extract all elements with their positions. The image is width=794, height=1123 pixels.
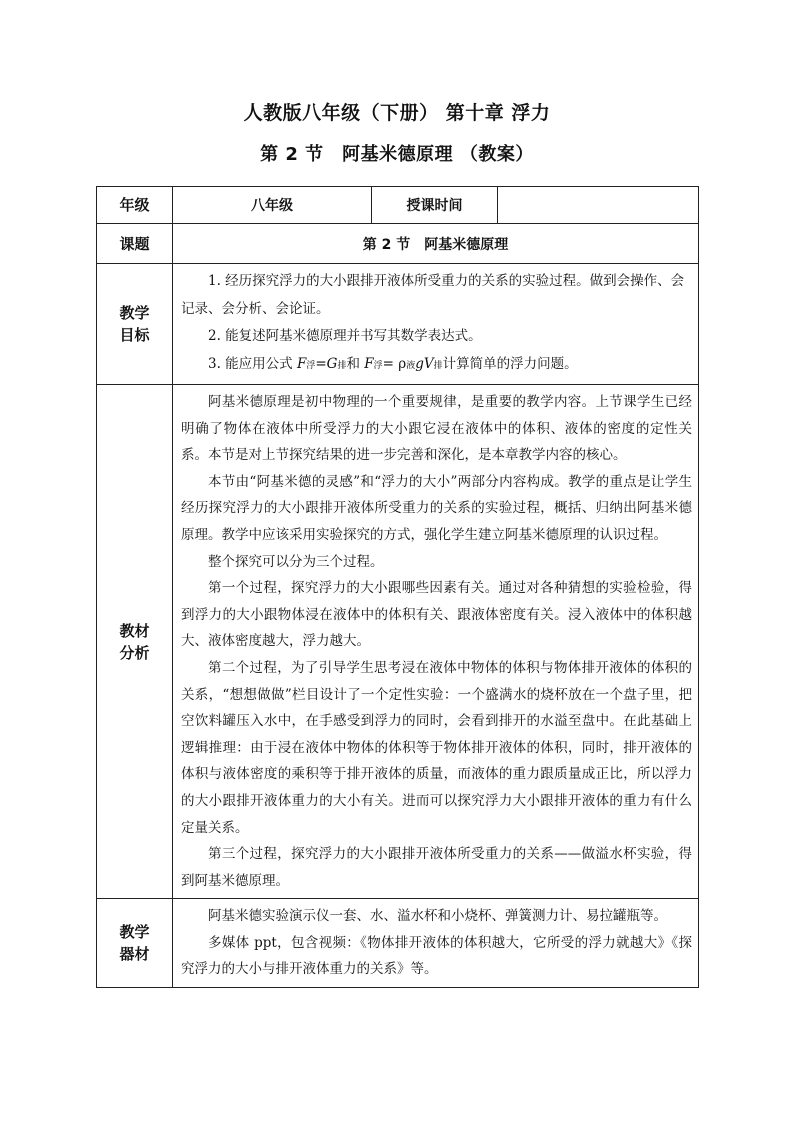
analysis-paragraph-5: 第二个过程，为了引导学生思考浸在液体中物体的体积与物体排开液体的体积的关系，“想想做做”栏目设计了一个定性实验：一个盛满水的烧杯放在一个盘子里，把空饮料罐压入水中，在手感受到浮力的同时，会看到排开的水溢至盘中。在此基础上逻辑推理：由于浸在液体中物体的体积等于物体排开液体的体积，同时，排开液体的体积与液体密度的乘积等于排开液体的质量，而液体的重力跟质量成正比，所以浮力的大小跟排开液体重力的大小有关。进而可以探究浮力大小跟排开液体的重力有什么定量关系。 bbox=[181, 659, 692, 836]
equipment-label-line-1: 教学 bbox=[119, 923, 150, 942]
goals-label-line-1: 教学 bbox=[119, 304, 150, 322]
equipment-content bbox=[173, 899, 699, 988]
analysis-label bbox=[97, 385, 173, 899]
table-row-grade bbox=[97, 187, 699, 224]
goal-item-3: 3. 能应用公式 F浮=G排和 F浮= ρ液gV排计算简单的浮力问题。 bbox=[208, 355, 578, 372]
analysis-paragraph-3: 整个探究可以分为三个过程。 bbox=[208, 553, 384, 570]
table-row-analysis bbox=[97, 385, 699, 899]
table-row-goals bbox=[97, 264, 699, 385]
analysis-label-line-1: 教材 bbox=[119, 621, 150, 640]
topic-label: 课题 bbox=[97, 224, 173, 264]
topic-value: 第 2 节 阿基米德原理 bbox=[173, 224, 699, 264]
equipment-paragraph-1: 阿基米德实验演示仪一套、水、溢水杯和小烧杯、弹簧测力计、易拉罐瓶等。 bbox=[208, 908, 667, 925]
time-label: 授课时间 bbox=[372, 187, 498, 224]
table-row-equipment bbox=[97, 899, 699, 988]
table-row-topic bbox=[97, 224, 699, 264]
analysis-paragraph-2: 本节由“阿基米德的灵感”和“浮力的大小”两部分内容构成。教学的重点是让学生经历探究浮力的大小跟排开液体所受重力的关系的实验过程，概括、归纳出阿基米德原理。教学中应该采用实验探究的方式，强化学生建立阿基米德原理的认识过程。 bbox=[181, 473, 692, 543]
goals-content bbox=[173, 264, 699, 385]
equipment-label bbox=[97, 899, 173, 988]
goal-item-2: 2. 能复述阿基米德原理并书写其数学表达式。 bbox=[208, 328, 482, 344]
document-subtitle: 第 2 节 阿基米德原理 （教案） bbox=[260, 144, 534, 165]
analysis-content bbox=[173, 385, 699, 899]
analysis-label-line-2: 分析 bbox=[119, 643, 150, 662]
goal-item-1: 1. 经历探究浮力的大小跟排开液体所受重力的关系的实验过程。做到会操作、会记录、会分析、会论证。 bbox=[181, 273, 685, 317]
analysis-paragraph-6: 第三个过程，探究浮力的大小跟排开液体所受重力的关系——做溢水杯实验，得到阿基米德原理。 bbox=[181, 846, 692, 889]
equipment-label-line-2: 器材 bbox=[119, 945, 150, 964]
goals-label-line-2: 目标 bbox=[119, 326, 150, 344]
grade-label: 年级 bbox=[97, 187, 173, 224]
time-value bbox=[498, 187, 699, 224]
analysis-paragraph-1: 阿基米德原理是初中物理的一个重要规律，是重要的教学内容。上节课学生已经明确了物体在液体中所受浮力的大小跟它浸在液体中的体积、液体的密度的定性关系。本节是对上节探究结果的进一步完善和深化，是本章教学内容的核心。 bbox=[181, 394, 692, 464]
grade-value: 八年级 bbox=[173, 187, 372, 224]
document-title: 人教版八年级（下册） 第十章 浮力 bbox=[243, 102, 551, 124]
equipment-paragraph-2: 多媒体 ppt，包含视频：《物体排开液体的体积越大，它所受的浮力就越大》《探究浮力的大小与排开液体重力的关系》等。 bbox=[181, 934, 692, 978]
lesson-plan-table bbox=[96, 186, 699, 988]
goals-label bbox=[97, 264, 173, 385]
analysis-paragraph-4: 第一个过程，探究浮力的大小跟哪些因素有关。通过对各种猜想的实验检验，得到浮力的大小跟物体浸在液体中的体积有关、跟液体密度有关。浸入液体中的体积越大、液体密度越大，浮力越大。 bbox=[181, 580, 692, 650]
